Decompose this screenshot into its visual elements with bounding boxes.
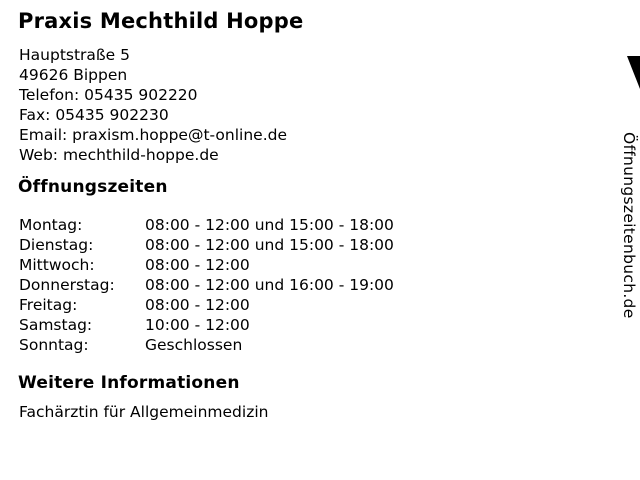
day-times: 08:00 - 12:00 und 15:00 - 18:00 — [145, 216, 394, 234]
day-label: Mittwoch: — [19, 256, 95, 274]
fax-line: Fax: 05435 902230 — [19, 106, 169, 124]
day-label: Sonntag: — [19, 336, 89, 354]
website-line: Web: mechthild-hoppe.de — [19, 146, 219, 164]
hours-row-saturday — [19, 315, 394, 335]
day-times: 10:00 - 12:00 — [145, 316, 250, 334]
email-line: Email: praxism.hoppe@t-online.de — [19, 126, 288, 144]
address-street: Hauptstraße 5 — [19, 46, 131, 64]
contact-block — [19, 45, 287, 165]
address-city: 49626 Bippen — [19, 66, 128, 84]
site-credit-banner: Öffnungszeitenbuch.de — [620, 132, 638, 319]
day-times: 08:00 - 12:00 und 15:00 - 18:00 — [145, 236, 394, 254]
day-times: 08:00 - 12:00 und 16:00 - 19:00 — [145, 276, 394, 294]
hours-row-monday — [19, 215, 394, 235]
hours-row-friday — [19, 295, 394, 315]
opening-hours-heading: Öffnungszeiten — [18, 177, 168, 197]
hours-row-wednesday — [19, 255, 394, 275]
day-label: Montag: — [19, 216, 83, 234]
hours-row-thursday — [19, 275, 394, 295]
hours-row-sunday — [19, 335, 394, 355]
day-label: Dienstag: — [19, 236, 94, 254]
hours-row-tuesday — [19, 235, 394, 255]
day-times: 08:00 - 12:00 — [145, 296, 250, 314]
corner-triangle-icon — [627, 56, 640, 89]
page-title: Praxis Mechthild Hoppe — [18, 9, 304, 33]
day-times: 08:00 - 12:00 — [145, 256, 250, 274]
day-times: Geschlossen — [145, 336, 243, 354]
specialty-text: Fachärztin für Allgemeinmedizin — [19, 403, 269, 421]
phone-line: Telefon: 05435 902220 — [19, 86, 198, 104]
day-label: Donnerstag: — [19, 276, 115, 294]
day-label: Freitag: — [19, 296, 78, 314]
day-label: Samstag: — [19, 316, 93, 334]
more-info-heading: Weitere Informationen — [18, 373, 240, 393]
opening-hours-table — [19, 215, 394, 355]
